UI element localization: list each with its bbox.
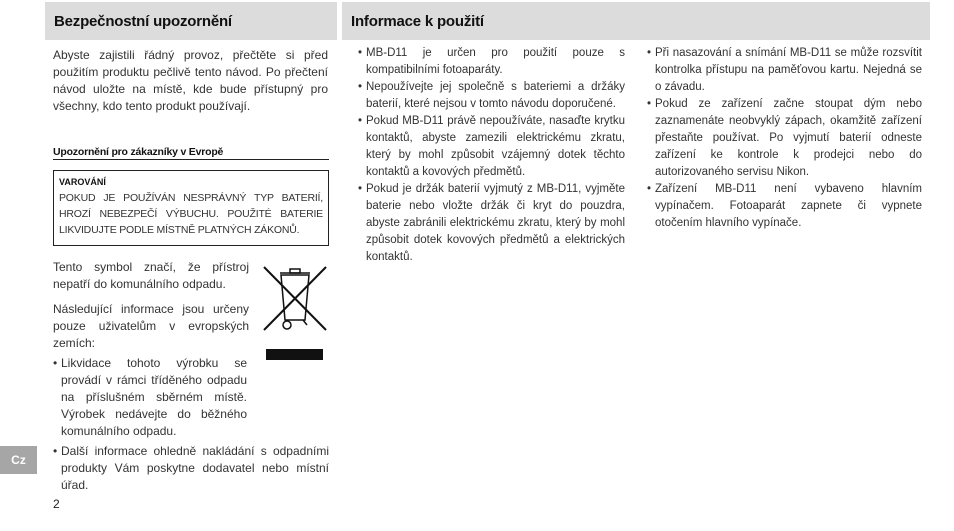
eu-info-text: Následující informace jsou určeny pouze uživatelům v evropských zemích: bbox=[53, 302, 249, 350]
intro-paragraph: Abyste zajistili řádný provoz, přečtěte si před použitím produktu pečlivě tento návod. Po přečtení návod uložte na místě, kde bude přístupný pro všechny, kdo tento produkt používají. bbox=[53, 48, 328, 113]
list-item: • Pokud ze zařízení začne stoupat dým nebo zaznamenáte neobvyklý zápach, okamžitě zařízení přestaňte používat. Po vyjmutí baterií odneste zařízení ke kontrole k prodejci nebo do autorizovaného servisu Nikon. bbox=[647, 96, 922, 181]
usage-heading: Informace k použití bbox=[351, 12, 484, 30]
safety-heading: Bezpečnostní upozornění bbox=[54, 12, 232, 30]
list-item: • Při nasazování a snímání MB-D11 se může rozsvítit kontrolka přístupu na paměťovou kartu. Nejedná se o závadu. bbox=[647, 45, 922, 96]
crossed-out-wheeled-bin-icon bbox=[261, 263, 329, 361]
usage-list-column-1 bbox=[358, 45, 625, 266]
list-item: • Nepoužívejte jej společně s bateriemi a držáky baterií, které nejsou v tomto návodu doporučené. bbox=[358, 79, 625, 113]
page-number: 2 bbox=[53, 497, 60, 511]
list-item: • Další informace ohledně nakládání s odpadními produkty Vám poskytne dodavatel nebo místní úřad. bbox=[53, 443, 329, 494]
list-item: • Pokud MB-D11 právě nepoužíváte, nasaďte krytku kontaktů, abyste zamezili elektrickému zkratu, který by mohl způsobit vzájemný dotek těchto kontaktů a kovových předmětů. bbox=[358, 113, 625, 181]
list-item: • MB-D11 je určen pro použití pouze s kompatibilními fotoaparáty. bbox=[358, 45, 625, 79]
warning-box bbox=[53, 170, 329, 246]
europe-subheading: Upozornění pro zákazníky v Evropě bbox=[53, 146, 329, 160]
list-item: • Zařízení MB-D11 není vybaveno hlavním vypínačem. Fotoaparát zapnete či vypnete otočením hlavního vypínače. bbox=[647, 181, 922, 232]
warning-body: POKUD JE POUŽÍVÁN NESPRÁVNÝ TYP BATERIÍ, HROZÍ NEBEZPEČÍ VÝBUCHU. POUŽITÉ BATERIE LIKVIDUJTE PODLE MÍSTNĚ PLATNÝCH ZÁKONŮ. bbox=[59, 192, 323, 236]
right-header-bar bbox=[342, 2, 930, 40]
language-tab: Cz bbox=[0, 446, 37, 474]
disposal-list bbox=[53, 355, 329, 497]
list-item: • Pokud je držák baterií vyjmutý z MB-D11, vyjměte baterie nebo vložte držák či kryt do pouzdra, abyste zabránili elektrickému zkratu, který by mohl způsobit dotek kovových předmětů a elektrických kontaktů. bbox=[358, 181, 625, 266]
left-header-bar bbox=[45, 2, 337, 40]
usage-list-column-2 bbox=[647, 45, 922, 232]
list-item: • Likvidace tohoto výrobku se provádí v rámci tříděného odpadu na příslušném sběrném místě. Výrobek nedávejte do běžného komunálního odpadu. bbox=[53, 355, 329, 440]
warning-title: VAROVÁNÍ bbox=[59, 177, 106, 187]
symbol-description: Tento symbol značí, že přístroj nepatří do komunálního odpadu. bbox=[53, 260, 249, 291]
